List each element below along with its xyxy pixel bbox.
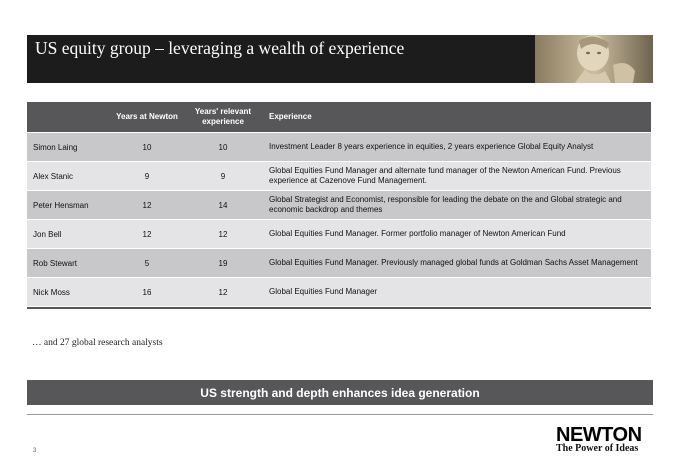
cell-relevant: 19 — [218, 258, 228, 268]
table-row — [27, 249, 651, 278]
newton-logo: NEWTON — [556, 424, 642, 446]
cell-name: Simon Laing — [33, 142, 78, 152]
table-row — [27, 162, 651, 191]
cell-experience: Global Strategist and Economist, responsible for leading the debate on the and Global strategic and economic backdrop and themes — [269, 194, 622, 214]
table-body — [27, 133, 651, 309]
summary-banner: US strength and depth enhances idea generation — [27, 380, 653, 405]
cell-experience: Global Equities Fund Manager. Former portfolio manager of Newton American Fund — [269, 228, 566, 238]
footer-divider — [27, 414, 653, 415]
logo-tagline: The Power of Ideas — [556, 443, 639, 454]
header-years-at-newton: Years at Newton — [116, 112, 178, 121]
cell-experience: Global Equities Fund Manager. Previously managed global funds at Goldman Sachs Asset Management — [269, 257, 638, 267]
table-row — [27, 220, 651, 249]
statue-image-icon — [535, 35, 653, 83]
cell-years: 10 — [142, 142, 152, 152]
title-bar — [27, 35, 653, 83]
table-header — [27, 102, 651, 133]
cell-relevant: 12 — [218, 229, 228, 239]
experience-table — [27, 102, 651, 309]
cell-relevant: 14 — [218, 200, 228, 210]
table-row — [27, 278, 651, 307]
analysts-footnote: … and 27 global research analysts — [32, 338, 163, 348]
cell-years: 16 — [142, 287, 152, 297]
cell-name: Alex Stanic — [33, 171, 74, 181]
cell-years: 12 — [142, 200, 152, 210]
cell-years: 5 — [144, 258, 150, 268]
slide-title: US equity group – leveraging a wealth of experience — [35, 38, 405, 58]
cell-years: 12 — [142, 229, 152, 239]
page-number: 3 — [33, 448, 37, 454]
header-experience: Experience — [269, 111, 312, 121]
cell-experience: Global Equities Fund Manager and alternate fund manager of the Newton American Fund. Previous experience at Cazenove Fund Management. — [269, 165, 621, 185]
cell-name: Jon Bell — [33, 229, 62, 239]
cell-relevant: 9 — [220, 171, 226, 181]
table-row — [27, 191, 651, 220]
header-relevant-experience: Years' relevant experience — [194, 107, 252, 126]
cell-name: Rob Stewart — [33, 258, 78, 268]
cell-experience: Global Equities Fund Manager — [269, 286, 378, 296]
cell-relevant: 10 — [218, 142, 228, 152]
cell-name: Nick Moss — [33, 287, 70, 297]
cell-experience: Investment Leader 8 years experience in equities, 2 years experience Global Equity Analyst — [269, 141, 594, 151]
cell-years: 9 — [144, 171, 150, 181]
table-row — [27, 133, 651, 162]
cell-name: Peter Hensman — [33, 200, 89, 210]
cell-relevant: 12 — [218, 287, 228, 297]
